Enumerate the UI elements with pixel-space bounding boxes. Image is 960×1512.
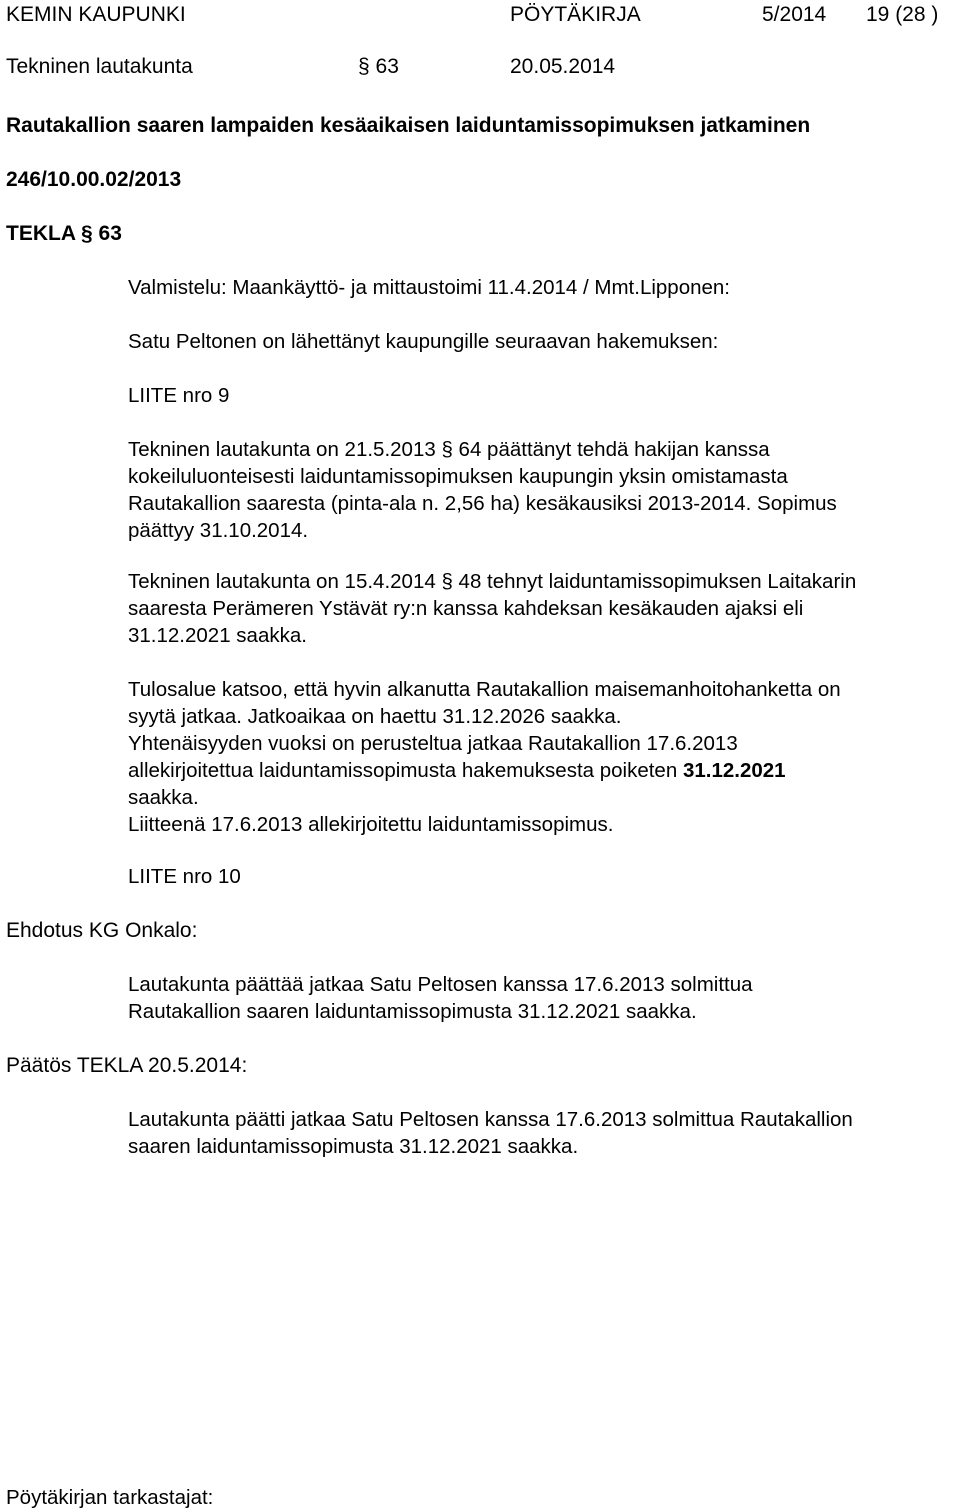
text-line: saaren laiduntamissopimusta 31.12.2021 saakka. <box>128 1135 579 1158</box>
intro-line: Satu Peltonen on lähettänyt kaupungille seuraavan hakemuksen: <box>128 330 719 353</box>
diary-number: 246/10.00.02/2013 <box>6 168 182 191</box>
text-line: Rautakallion saaresta (pinta-ala n. 2,56 ha) kesäkausiksi 2013-2014. Sopimus <box>128 492 837 515</box>
section-number: § 63 <box>358 55 399 78</box>
text-line: Lautakunta päättää jatkaa Satu Peltosen kanssa 17.6.2013 solmittua <box>128 973 753 996</box>
preparation-line: Valmistelu: Maankäyttö- ja mittaustoimi 11.4.2014 / Mmt.Lipponen: <box>128 276 730 299</box>
document-type: PÖYTÄKIRJA <box>510 3 641 26</box>
text-line: 31.12.2021 saakka. <box>128 624 307 647</box>
decision-label: Päätös TEKLA 20.5.2014: <box>6 1054 248 1077</box>
page-number: 19 (28 ) <box>866 3 939 26</box>
section-reference: TEKLA § 63 <box>6 222 122 245</box>
footer-reviewers: Pöytäkirjan tarkastajat: <box>6 1486 214 1509</box>
text-line: Yhtenäisyyden vuoksi on perusteltua jatkaa Rautakallion 17.6.2013 <box>128 732 738 755</box>
text-line: Tulosalue katsoo, että hyvin alkanutta Rautakallion maisemanhoitohanketta on <box>128 678 841 701</box>
bold-date: 31.12.2021 <box>682 759 786 782</box>
attachment-10: LIITE nro 10 <box>128 865 241 888</box>
text-line <box>128 757 786 784</box>
text-line: Lautakunta päätti jatkaa Satu Peltosen kanssa 17.6.2013 solmittua Rautakallion <box>128 1108 853 1131</box>
text-line: saakka. <box>128 786 199 809</box>
text-line: saaresta Perämeren Ystävät ry:n kanssa kahdeksan kesäkauden ajaksi eli <box>128 597 804 620</box>
text-line: syytä jatkaa. Jatkoaikaa on haettu 31.12.2026 saakka. <box>128 705 622 728</box>
text-line: kokeiluluonteisesti laiduntamissopimuksen kaupungin yksin omistamasta <box>128 465 788 488</box>
text-line: Tekninen lautakunta on 15.4.2014 § 48 tehnyt laiduntamissopimuksen Laitakarin <box>128 570 857 593</box>
municipality-name: KEMIN KAUPUNKI <box>6 3 186 26</box>
proposal-label: Ehdotus KG Onkalo: <box>6 919 198 942</box>
attachment-9: LIITE nro 9 <box>128 384 230 407</box>
committee-name: Tekninen lautakunta <box>6 55 193 78</box>
meeting-date: 20.05.2014 <box>510 55 616 78</box>
protocol-number: 5/2014 <box>762 3 827 26</box>
text-line: Liitteenä 17.6.2013 allekirjoitettu laiduntamissopimus. <box>128 813 614 836</box>
text-line: Tekninen lautakunta on 21.5.2013 § 64 päättänyt tehdä hakijan kanssa <box>128 438 770 461</box>
text-line: Rautakallion saaren laiduntamissopimusta 31.12.2021 saakka. <box>128 1000 697 1023</box>
text-span: allekirjoitettua laiduntamissopimusta hakemuksesta poiketen <box>128 759 678 782</box>
page-title: Rautakallion saaren lampaiden kesäaikaisen laiduntamissopimuksen jatkaminen <box>6 114 811 137</box>
text-line: päättyy 31.10.2014. <box>128 519 309 542</box>
